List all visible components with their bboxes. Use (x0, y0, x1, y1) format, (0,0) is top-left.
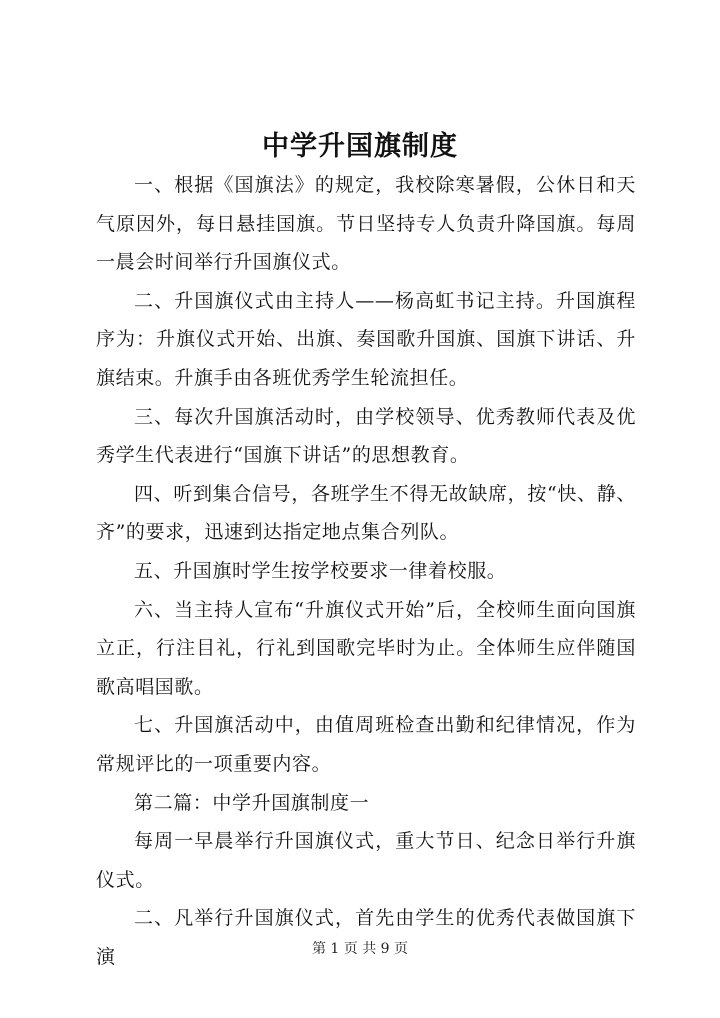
paragraph-10: 二、凡举行升国旗仪式，首先由学生的优秀代表做国旗下演 (96, 907, 636, 968)
paragraph-3: 三、每次升国旗活动时，由学校领导、优秀教师代表及优秀学生代表进行“国旗下讲话”的思想教育。 (96, 405, 636, 467)
section-heading: 第二篇：中学升国旗制度一 (134, 791, 370, 814)
document-title: 中学升国旗制度 (262, 131, 458, 162)
paragraph-6: 六、当主持人宣布“升旗仪式开始”后，全校师生面向国旗立正，行注目礼，行礼到国歌完毕时为止。全体师生应伴随国歌高唱国歌。 (96, 598, 636, 698)
paragraph-1: 一、根据《国旗法》的规定，我校除寒暑假，公休日和天气原因外，每日悬挂国旗。节日坚持专人负责升降国旗。每周一晨会时间举行升国旗仪式。 (96, 174, 636, 274)
paragraph-7: 七、升国旗活动中，由值周班检查出勤和纪律情况，作为常规评比的一项重要内容。 (96, 714, 636, 775)
paragraph-5: 五、升国旗时学生按学校要求一律着校服。 (134, 559, 507, 582)
paragraph-2: 二、升国旗仪式由主持人——杨高虹书记主持。升国旗程序为：升旗仪式开始、出旗、奏国歌升国旗、国旗下讲话、升旗结束。升旗手由各班优秀学生轮流担任。 (96, 289, 636, 389)
document-body (96, 166, 636, 976)
paragraph-9: 每周一早晨举行升国旗仪式，重大节日、纪念日举行升旗仪式。 (96, 830, 636, 891)
page-footer: 第 1 页 共 9 页 (311, 941, 409, 957)
paragraph-4: 四、听到集合信号，各班学生不得无故缺席，按“快、静、齐”的要求，迅速到达指定地点集合列队。 (96, 482, 636, 544)
